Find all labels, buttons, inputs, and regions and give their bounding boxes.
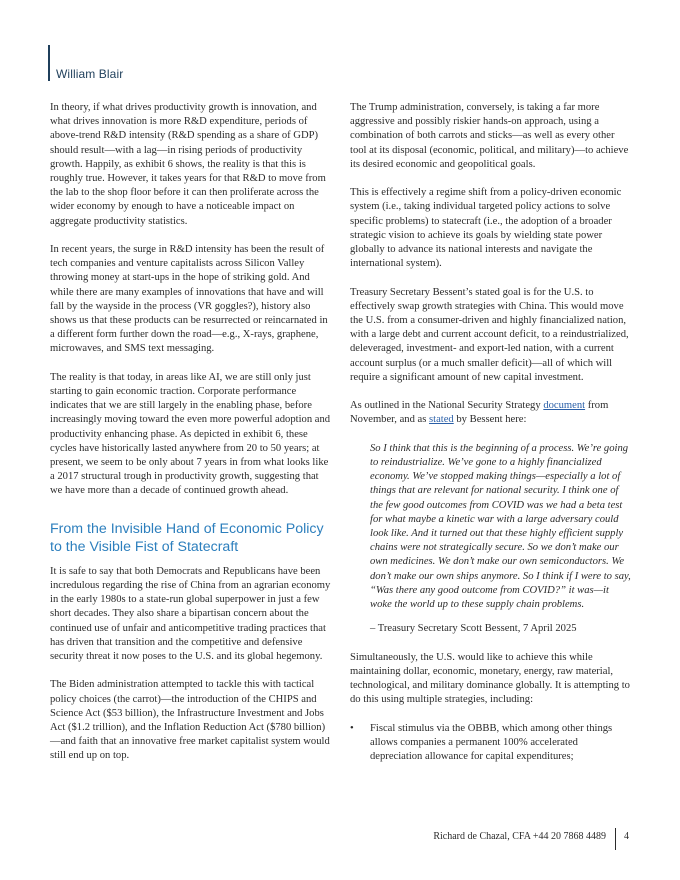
paragraph-rd-surge: In recent years, the surge in R&D intensity has been the result of tech companies and venture capitalists across Silicon Valley throwing money at start-ups in the hope of striking gold. And while there are many examples of innovations that have and will fall by the wayside in the process (VR goggles?), history also shows us that these products can be resurrected or reincarnated in a different form further down the road—e.g., X-rays, graphene, microwaves, and SMS text messaging. — [50, 244, 328, 355]
section-heading: From the Invisible Hand of Economic Policy to the Visible Fist of Statecraft — [50, 520, 324, 556]
footer-divider — [615, 828, 616, 850]
paragraph-china-rise: It is safe to say that both Democrats and Republicans have been incredulous regarding the rise of China from an agrarian economy in the early 1980s to a state-run global superpower in just a few short decades. They also share a bipartisan concern about the continued use of unfair and anticompetitive trading practices that has driven that transition and the competitive and defensive security threat it now poses to the U.S. and its global hegemony. — [50, 565, 331, 663]
bullet-icon: • — [350, 722, 354, 734]
paragraph-intro-quote: As outlined in the National Security Strategy document from November, and as stated by Bessent here: — [350, 400, 609, 426]
page-footer — [0, 828, 680, 852]
quote-attribution: – Treasury Secretary Scott Bessent, 7 April 2025 — [370, 623, 577, 635]
brand-name: William Blair — [56, 67, 124, 81]
stated-link[interactable]: stated — [429, 414, 454, 426]
paragraph-regime-shift: This is effectively a regime shift from a policy-driven economic system (i.e., taking individual targeted policy actions to solve specific problems) to statecraft (i.e., the adoption of a broader strategic vision to achieve its goals by wielding state power globally to advance its national interests and navigate the international system). — [350, 187, 622, 270]
paragraph-bessent-goal: Treasury Secretary Bessent’s stated goal is for the U.S. to effectively swap growth strategies with China. This would move the U.S. from a consumer-driven and highly financialized nation, with a large debt and current account deficit, to a reindustrialized, deleveraged, investment- and export-led nation, with a current account surplus (or a much smaller deficit)—all of which will require a significant amount of new capital investment. — [350, 286, 629, 383]
paragraph-ai-traction: The reality is that today, in areas like AI, we are still only just starting to gain economic traction. Corporate performance indicates that we are still largely in the enabling phase, before increasingly moving toward the even more powerful adoption and productivity enhancing phase. As depicted in exhibit 6, these cycles have historically lasted anywhere from 20 to 50 years; at present, we seem to be only about 7 years in from what looks like a 2017 structural trough in productivity growth, suggesting that we have more than a decade of continued growth ahead. — [50, 371, 331, 497]
paragraph-trump-approach: The Trump administration, conversely, is taking a far more aggressive and possibly riskier hands-on approach, using a combination of both carrots and sticks—as well as every other tool at its disposal (economic, political, and military)—to achieve its desired economic and geopolitical goals. — [350, 102, 629, 170]
list-item-text: Fiscal stimulus via the OBBB, which among other things allows companies a permanent 100% accelerated depreciation allowance for capital expenditures; — [370, 722, 613, 763]
list-item — [350, 722, 632, 765]
left-column — [50, 101, 332, 778]
paragraph-rd-theory: In theory, if what drives productivity growth is innovation, and what drives innovation is more R&D expenditure, periods of above-trend R&D intensity (R&D spending as a share of GDP) should result—with a lag—in rising periods of productivity growth. Happily, as exhibit 6 shows, the reality is that this is roughly true. However, it takes years for that R&D to move from the lab to the shop floor before it can then proliferate across the wider economy by enough to have a noticeable impact on aggregate productivity statistics. — [50, 102, 326, 227]
page-number: 4 — [624, 831, 629, 842]
author-contact: Richard de Chazal, CFA +44 20 7868 4489 — [433, 831, 606, 842]
document-link[interactable]: document — [543, 400, 586, 412]
paragraph-simultaneously: Simultaneously, the U.S. would like to achieve this while maintaining dollar, economic, monetary, energy, raw material, technological, and military dominance globally. It is attempting to do this using multiple strategies, including: — [350, 651, 630, 706]
strategy-list — [350, 722, 632, 765]
block-quote: So I think that this is the beginning of a process. We’re going to reindustrialize. We’ve gone to a highly financialized economy. We’ve stopped making things—especially a lot of things that are relevant for national security. I think one of the few good outcomes from COVID was we had a beta test for what maybe a kinetic war with a large adversary could look like. And it turned out that these highly efficient supply chains were not strategically secure. So we don’t make our own medicines. We don’t make our own semiconductors. We don’t make our own ships anymore. So I think if I were to say, “Was there any good outcome from COVID?” it was—it woke the world up to these supply chain problems. — [370, 442, 631, 611]
right-column — [350, 101, 632, 764]
paragraph-biden-policy: The Biden administration attempted to tackle this with tactical policy choices (the carrot)—the introduction of the CHIPS and Science Act ($53 billion), the Infrastructure Investment and Jobs Act ($1.2 trillion), and the Inflation Reduction Act ($780 billion)—and faith that an innovative free market capitalist system would still end up on top. — [50, 679, 330, 762]
header-accent-bar — [48, 45, 50, 81]
